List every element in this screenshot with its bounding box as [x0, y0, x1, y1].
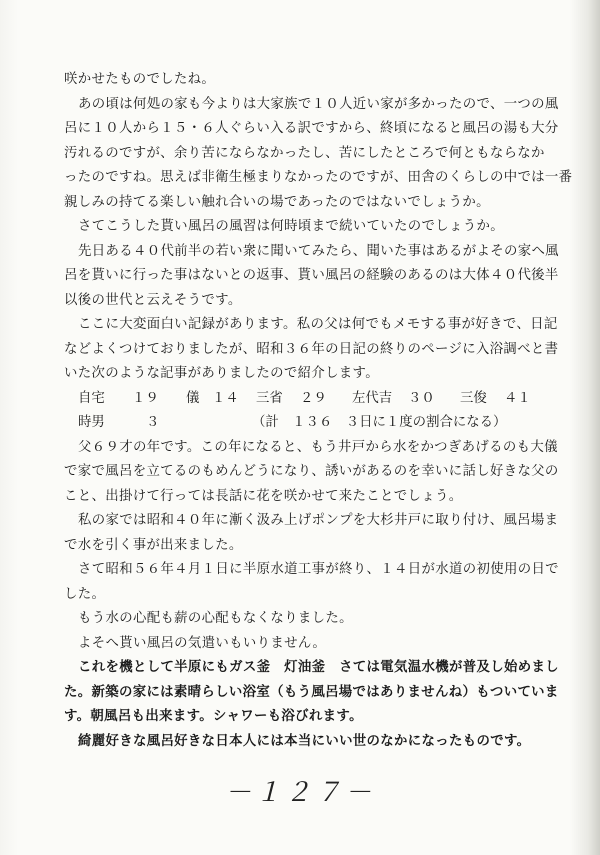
text-line: ここに大変面白い記録があります。私の父は何でもメモする事が好きで、日記: [78, 317, 558, 332]
text-line: こと、出掛けて行っては長話に花を咲かせて来たことでしょう。: [64, 488, 463, 504]
bath-table-count: １９: [132, 390, 159, 406]
text-line: 咲かせたものでしたね。: [64, 72, 216, 87]
text-line: で水を引く事が出来ました。: [64, 537, 243, 553]
text-line: よそへ貰い風呂の気遣いもいりません。: [78, 635, 327, 651]
bath-table-name: 左代吉: [352, 390, 393, 406]
text-line: で家で風呂を立てるのもめんどうになり、誘いがあるのを幸いに話し好きな父の: [64, 464, 559, 479]
text-line: さて昭和５６年４月１日に半原水道工事が終り、１４日が水道の初使用の日で: [78, 562, 559, 577]
text-line: などよくつけておりましたが、昭和３６年の日記の終りのページに入浴調べと書: [64, 341, 559, 357]
body-text: [64, 70, 573, 751]
text-line: いた次のような記事がありましたので紹介します。: [64, 366, 379, 381]
text-line: 綺麗好きな風呂好きな日本人には本当にいい世のなかになったものです。: [78, 733, 531, 749]
bath-table-total: （計 １３６ ３日に１度の割合になる）: [252, 415, 507, 430]
bath-table-row: [64, 389, 534, 408]
bath-table-count: ３: [146, 415, 160, 430]
bath-table-row: [64, 413, 534, 432]
text-line: これを機として半原にもガス釜 灯油釜 さては電気温水機が普及し始めまし: [78, 660, 559, 675]
bath-table-name: 時男: [78, 415, 105, 430]
text-line: 汚れるのですが、余り苦にならなかったし、苦にしたところで何ともならなか: [64, 145, 545, 161]
text-line: もう水の心配も薪の心配もなくなりました。: [78, 611, 353, 626]
text-line: した。: [64, 586, 106, 602]
bath-table-count: ４１: [504, 390, 531, 406]
bath-table-name: 三省: [256, 390, 283, 406]
bath-table-count: １４: [212, 390, 239, 406]
text-line: 以後の世代と云えそうです。: [64, 292, 242, 308]
text-line: 父６９才の年です。この年になると、もう井戸から水をかつぎあげるのも大儀: [78, 439, 558, 455]
text-line: 私の家では昭和４０年に漸く汲み上げポンプを大杉井戸に取り付け、風呂場ま: [78, 513, 559, 528]
page-number: －１２７－: [224, 778, 375, 808]
text-line: あの頃は何処の家も今よりは大家族で１０人近い家が多かったので、一つの風: [78, 96, 559, 112]
text-line: た。新築の家には素晴らしい浴室（もう風呂場ではありませんね）もついていま: [64, 684, 559, 700]
text-line: 呂を貰いに行った事はないとの返事、貰い風呂の経験のあるのは大体４０代後半: [64, 268, 559, 283]
text-line: す。朝風呂も出来ます。シャワーも浴びれます。: [64, 709, 363, 724]
text-line: さてこうした貰い風呂の風習は何時頃まで続いていたのでしょうか。: [78, 219, 504, 234]
text-line: ったのですね。思えば非衛生極まりなかったのですが、田舎のくらしの中では一番: [64, 170, 573, 185]
bath-table-count: ３０: [408, 390, 435, 406]
text-line: 先日ある４０代前半の若い衆に聞いてみたら、聞いた事はあるがよその家へ風: [78, 243, 559, 259]
bath-table-name: 三俊: [460, 390, 487, 406]
bath-table-name: 儀: [186, 390, 200, 406]
text-line: 呂に１０人から１５・６人ぐらい入る訳ですから、終頃になると風呂の湯も大分: [64, 121, 559, 136]
bath-table-count: ２９: [300, 390, 327, 406]
text-line: 親しみの持てる楽しい触れ合いの場であったのではないでしょうか。: [64, 194, 490, 210]
bath-table-name: 自宅: [78, 390, 105, 406]
